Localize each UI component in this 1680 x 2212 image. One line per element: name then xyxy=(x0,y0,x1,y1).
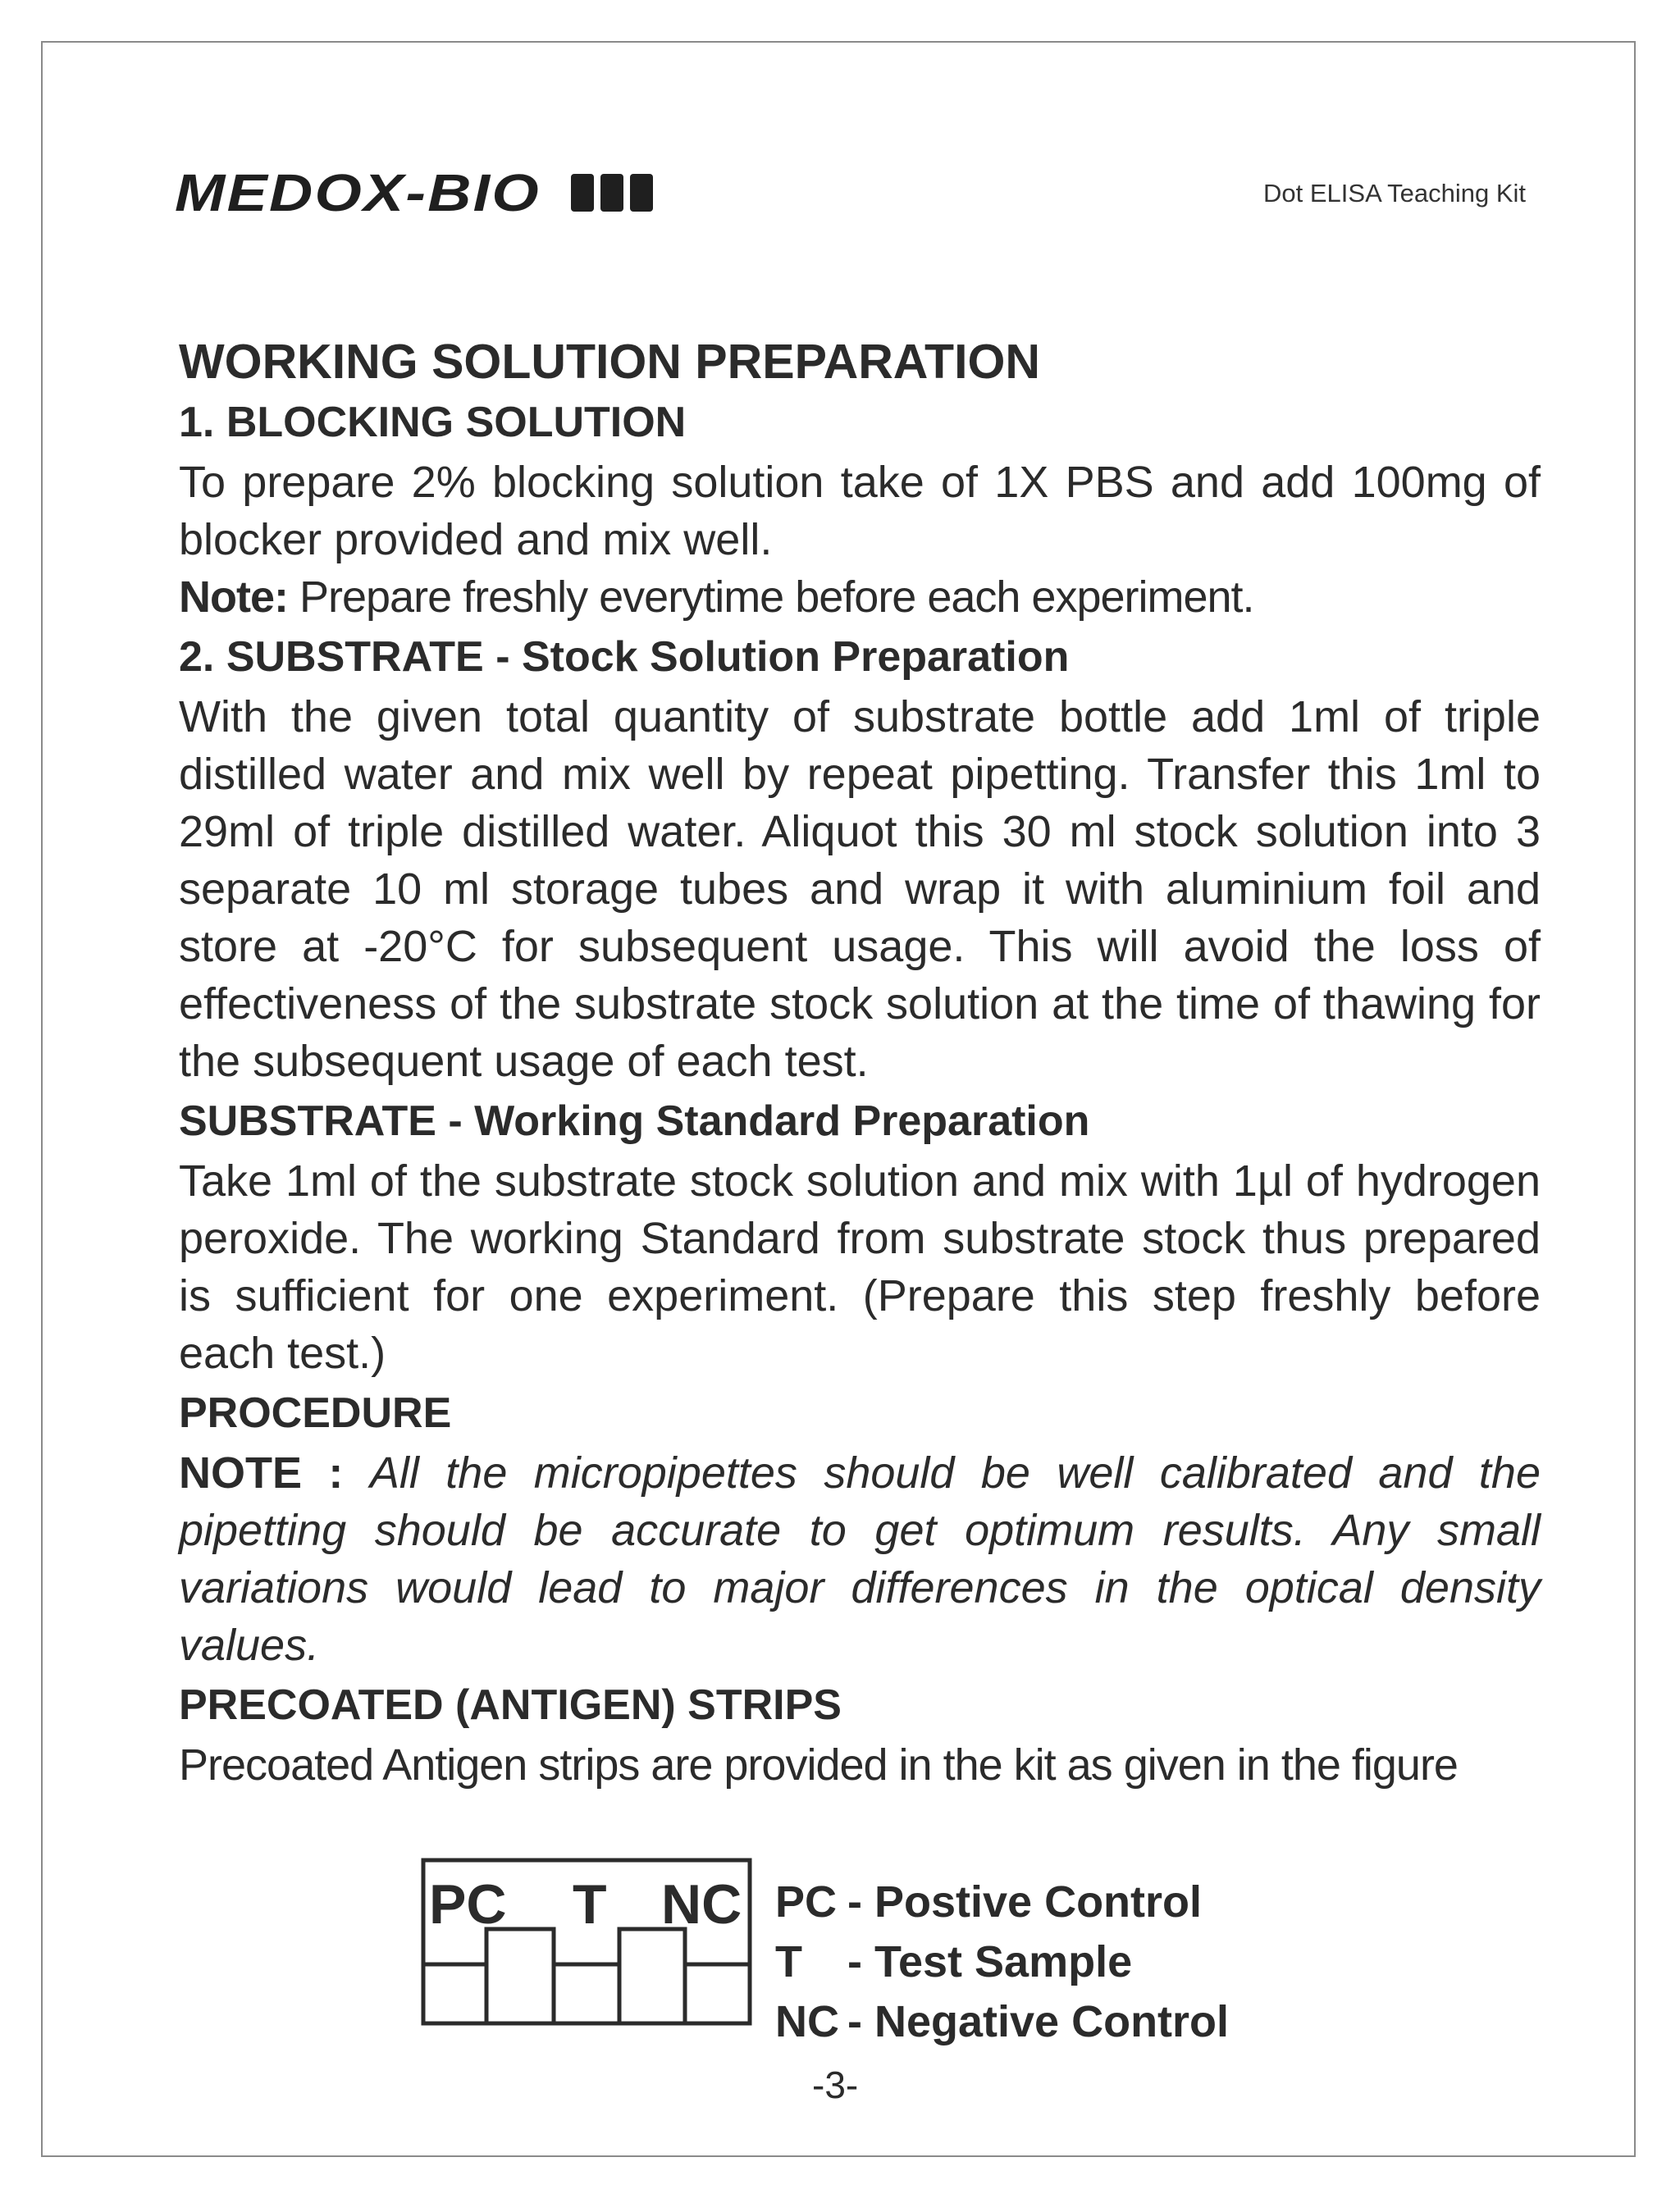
note-paragraph xyxy=(179,568,1541,626)
legend-item xyxy=(775,1932,1229,1992)
legend-desc: - Test Sample xyxy=(847,1937,1133,1986)
legend-abbr: PC xyxy=(775,1877,838,1927)
strip-label-t: T xyxy=(573,1873,607,1936)
strip-label-nc: NC xyxy=(661,1873,742,1936)
legend-item xyxy=(775,1872,1229,1932)
page-number: -3- xyxy=(812,2064,859,2106)
procedure-note xyxy=(179,1444,1541,1674)
logo-text: MEDOX-BIO xyxy=(175,163,541,222)
main-heading: WORKING SOLUTION PREPARATION xyxy=(179,335,1040,389)
legend-desc: - Negative Control xyxy=(847,1997,1230,2046)
procedure-note-label: NOTE : xyxy=(179,1448,370,1498)
substrate-working-paragraph: Take 1ml of the substrate stock solution and mix with 1µl of hydrogen peroxide. The working Standard from substrate stock thus prepared is sufficient for one experiment. (Prepare this step freshly before each test.) xyxy=(179,1156,1541,1378)
blocking-paragraph: To prepare 2% blocking solution take of 1X PBS and add 100mg of blocker provided and mix well. xyxy=(179,458,1541,564)
legend-abbr: T xyxy=(775,1937,802,1986)
strip-label-pc: PC xyxy=(429,1873,507,1936)
procedure-note-text: All the micropipettes should be well calibrated and the pipetting should be accurate to get optimum results. Any small variations would lead to major differences in the optical density values. xyxy=(179,1448,1541,1670)
procedure-heading: PROCEDURE xyxy=(179,1389,452,1437)
legend-item xyxy=(775,1992,1229,2052)
blocking-heading: 1. BLOCKING SOLUTION xyxy=(179,399,687,446)
substrate-stock-heading: 2. SUBSTRATE - Stock Solution Preparation xyxy=(179,633,1070,681)
strip-legend xyxy=(775,1872,1229,2052)
substrate-stock-paragraph: With the given total quantity of substrate bottle add 1ml of triple distilled water and mix well by repeat pipetting. Transfer this 1ml to 29ml of triple distilled water. Aliquot this 30 ml stock solution into 3 separate 10 ml storage tubes and wrap it with aluminium foil and store at -20°C for subsequent usage. This will avoid the loss of effectiveness of the substrate stock solution at the time of thawing for the subsequent usage of each test. xyxy=(179,692,1541,1086)
antigen-strip-figure xyxy=(421,1858,752,2026)
legend-abbr: NC xyxy=(775,1997,839,2046)
legend-desc: - Postive Control xyxy=(847,1877,1203,1927)
document-title: Dot ELISA Teaching Kit xyxy=(1263,179,1526,208)
strips-paragraph: Precoated Antigen strips are provided in the kit as given in the figure xyxy=(179,1740,1458,1790)
note-label: Note: xyxy=(179,572,288,622)
note-text: Prepare freshly everytime before each experiment. xyxy=(287,572,1254,622)
main-content xyxy=(179,332,1541,1794)
logo-blocks-icon xyxy=(571,174,653,212)
brand-logo xyxy=(175,163,653,222)
strips-heading: PRECOATED (ANTIGEN) STRIPS xyxy=(179,1681,842,1729)
substrate-working-heading: SUBSTRATE - Working Standard Preparation xyxy=(179,1097,1090,1145)
